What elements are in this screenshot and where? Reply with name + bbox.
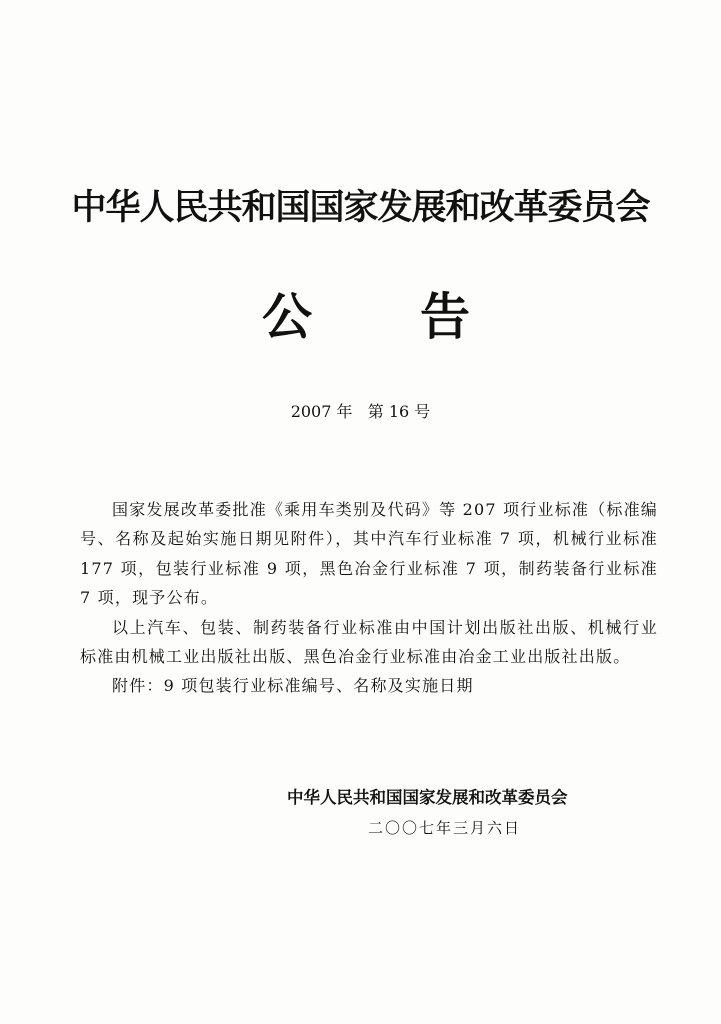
issuing-organization-title: 中华人民共和国国家发展和改革委员会 bbox=[71, 188, 650, 228]
body-paragraph-2: 以上汽车、包装、制药装备行业标准由中国计划出版社出版、机械行业标准由机械工业出版社出版、黑色冶金行业标准由冶金工业出版社出版。 bbox=[80, 617, 658, 667]
body-paragraph-1: 国家发展改革委批准《乘用车类别及代码》等 207 项行业标准（标准编号、名称及起始实施日期见附件），其中汽车行业标准 7 项，机械行业标准 177 项，包装行业标准 9 项，黑色冶金行业标准 7 项，制药装备行业标准 7 项，现予公布。 bbox=[80, 500, 658, 608]
document-type-char-1: 公 bbox=[262, 288, 312, 346]
attachment-note: 附件：9 项包装行业标准编号、名称及实施日期 bbox=[112, 676, 474, 696]
document-number: 2007 年 第 16 号 bbox=[290, 402, 431, 421]
signature-date: 二〇〇七年三月六日 bbox=[368, 819, 522, 837]
signature-organization: 中华人民共和国国家发展和改革委员会 bbox=[287, 788, 568, 807]
announcement-body bbox=[80, 495, 658, 701]
document-type-char-2: 告 bbox=[420, 288, 470, 346]
